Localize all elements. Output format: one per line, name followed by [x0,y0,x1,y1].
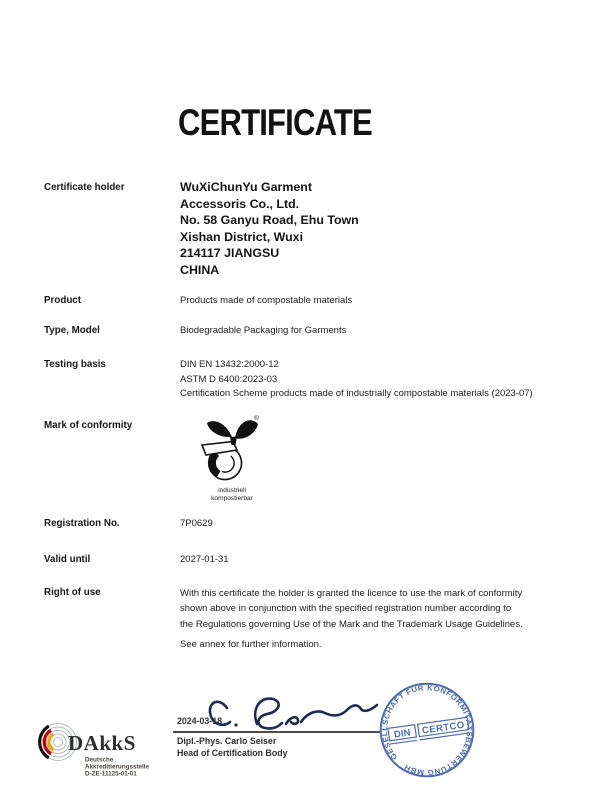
registered-trademark-symbol: ® [254,415,259,422]
right-of-use-line: the Regulations governing Use of the Mark and the Trademark Usage Guidelines. [180,618,523,630]
registration-no-value: 7P0629 [180,518,213,529]
annex-note: See annex for further information. [180,639,322,650]
signatory-role: Head of Certification Body [177,748,288,758]
holder-line: CHINA [180,262,220,277]
product-value: Products made of compostable materials [180,295,353,306]
holder-line: No. 58 Ganyu Road, Ehu Town [180,213,359,228]
mark-caption-line: kompostierbar [211,494,253,502]
dakks-subline: Deutsche [85,756,114,764]
registration-no-label: Registration No. [44,518,120,529]
type-model-label: Type, Model [44,325,100,336]
holder-line: 214117 JIANGSU [180,246,280,261]
mark-caption [190,487,274,503]
seal-din-text: DIN [393,727,412,741]
testing-basis-line: Certification Scheme products made of industrially compostable materials (2023-07) [180,388,533,400]
seal-ring-text: GESELLSCHAFT FÜR KONFORMITÄTSBEWERTUNG MBH [379,682,475,778]
right-of-use-paragraph [180,586,578,632]
holder-line: Xishan District, Wuxi [180,229,304,244]
signatory-name: Dipl.-Phys. Carlo Seiser [177,736,277,746]
handwritten-signature [205,694,390,739]
dakks-wordmark: DAkkS [68,731,136,755]
seedling-compostable-mark-icon [198,413,264,485]
testing-basis-label: Testing basis [44,359,106,370]
mark-caption-line: industriell [218,487,246,494]
page-title: CERTIFICATE [178,102,372,143]
valid-until-value: 2027-01-31 [180,554,229,565]
type-model-value: Biodegradable Packaging for Garments [180,325,347,336]
valid-until-label: Valid until [44,554,91,565]
mark-of-conformity-label: Mark of conformity [44,420,133,431]
dakks-subline: D-ZE-11125-01-01 [85,770,137,778]
right-of-use-line: With this certificate the holder is granted the licence to use the mark of conformity [180,588,523,599]
testing-basis-line: DIN EN 13432:2000-12 [180,359,279,370]
holder-line: Accessoris Co., Ltd. [180,196,300,211]
dakks-logo [34,716,160,778]
certificate-holder-label: Certificate holder [44,182,125,193]
seal-certco-text: CERTCO [421,719,466,737]
testing-basis-line: ASTM D 6400:2023-03 [180,373,278,385]
certificate-holder-address [180,179,359,279]
product-label: Product [44,295,82,306]
testing-basis-value [180,358,533,402]
issue-date: 2024-03-18 [177,716,222,726]
dakks-flag-gold-arc [49,734,53,749]
din-certco-seal [379,682,475,778]
right-of-use-label: Right of use [44,587,101,598]
dakks-subline: Akkreditierungsstelle [85,763,150,771]
holder-line: WuXiChunYu Garment [180,180,312,194]
right-of-use-line: shown above in conjunction with the specified registration number according to [180,603,512,615]
